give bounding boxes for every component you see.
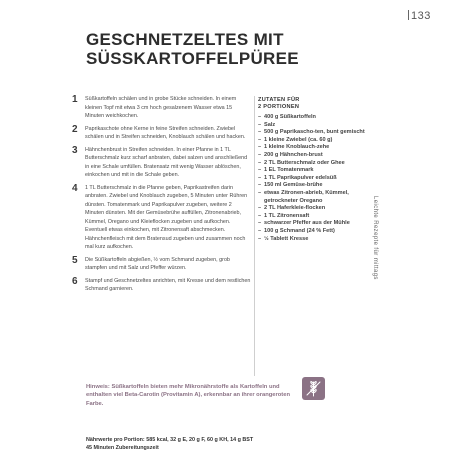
- ingredient-item: – schwarzer Pfeffer aus der Mühle: [258, 220, 368, 228]
- page-number-text: 133: [411, 10, 431, 22]
- instructions: [72, 95, 252, 298]
- ingredient-item: – 500 g Paprikascho-ten, bunt gemischt: [258, 129, 368, 137]
- ingredient-item: – 2 TL Butterschmalz oder Ghee: [258, 160, 368, 168]
- recipe-title: [86, 30, 386, 68]
- recipe-title-line-1: GESCHNETZELTES MIT: [86, 30, 284, 49]
- step-1: [72, 95, 252, 121]
- ingredient-item: – Salz: [258, 122, 368, 130]
- preparation-time: 45 Minuten Zubereitungszeit: [86, 444, 159, 451]
- nutrition-info: [86, 437, 346, 452]
- ingredient-item: – 150 ml Gemüse-brühe: [258, 182, 368, 190]
- step-text: 1 TL Butterschmalz in die Pfanne geben, Paprikastreifen darin anbraten. Zwiebel und Knoblauch zugeben, 5 Minuten unter Rühren dünsten. Tomatenmark und Paprikapulver zugeben, weitere 2 Minuten dünsten. Mit der Gemüsebrühe auffüllen, Zitronenabrieb, Kümmel, Oregano und Kleieflocken zugeben und aufkochen. Eventuell etwas einkochen, mit Zitronensaft abschmecken. Hähnchenfleisch mit dem Bratensud zugeben und zusammen noch mal kurz aufkochen.: [85, 184, 248, 250]
- step-number: 4: [72, 182, 78, 194]
- step-text: Hähnchenbrust in Streifen schneiden. In einer Pfanne in 1 TL Butterschmalz kurz scharf anbraten, dabei salzen und anschließend in eine Schale umfüllen. Bratensatz mit wenig Wasser ablöschen, einkochen und mit in die Schale geben.: [85, 146, 248, 178]
- wheat-crossed-icon: [302, 377, 325, 400]
- ingredient-item: – 1 EL Tomatenmark: [258, 167, 368, 175]
- ingredient-item: – 100 g Schmand (24 % Fett): [258, 228, 368, 236]
- step-number: 3: [72, 144, 78, 156]
- step-text: Die Süßkartoffeln abgießen, ½ vom Schmand zugeben, grob stampfen und mit Salz und Pfeffer würzen.: [85, 256, 230, 271]
- ingredients-panel: [258, 97, 368, 243]
- step-number: 5: [72, 254, 78, 266]
- ingredient-item: – 200 g Hähnchen-brust: [258, 152, 368, 160]
- step-number: 6: [72, 275, 78, 287]
- ingredient-item: – 2 TL Haferkleie-flocken: [258, 205, 368, 213]
- ingredient-item: – etwas Zitronen-abrieb, Kümmel, getrockneter Oregano: [258, 190, 368, 205]
- ingredients-heading-line-2: 2 PORTIONEN: [258, 104, 300, 110]
- ingredient-item: – 1 kleine Knoblauch-zehe: [258, 144, 368, 152]
- page-number: [408, 10, 431, 22]
- step-3: [72, 146, 252, 180]
- step-5: [72, 256, 252, 273]
- recipe-title-line-2: SÜSSKARTOFFELPÜREE: [86, 49, 299, 68]
- hint-text: Hinweis: Süßkartoffeln bieten mehr Mikronährstoffe als Kartoffeln und enthalten viel Beta-Carotin (Provitamin A), erkennbar an ihrer orangeroten Farbe.: [86, 384, 291, 407]
- step-6: [72, 277, 252, 294]
- nutrition-values: Nährwerte pro Portion: 585 kcal, 32 g E, 20 g F, 60 g KH, 14 g BST: [86, 437, 254, 443]
- step-text: Süßkartoffeln schälen und in grobe Stücke schneiden. In einem kleinen Topf mit etwa 3 cm hoch gesalzenem Wasser etwa 15 Minuten weichkochen.: [85, 96, 237, 119]
- step-number: 2: [72, 123, 78, 135]
- ingredient-item: – 1 TL Paprikapulver edelsüß: [258, 175, 368, 183]
- step-text: Stampf und Geschnetzeltes anrichten, mit Kresse und dem restlichen Schmand garnieren.: [85, 277, 251, 292]
- step-2: [72, 125, 252, 142]
- step-text: Paprikaschote ohne Kerne in feine Streifen schneiden. Zwiebel schälen und in Streifen schneiden, Knoblauch schälen und hacken.: [85, 125, 246, 140]
- ingredient-item: – ½ Tablett Kresse: [258, 236, 368, 244]
- step-number: 1: [72, 94, 78, 105]
- page-number-bar: [408, 10, 409, 20]
- ingredients-list: [258, 114, 368, 243]
- ingredients-heading-line-1: ZUTATEN FÜR: [258, 97, 300, 103]
- ingredient-item: – 1 TL Zitronensaft: [258, 213, 368, 221]
- gluten-free-icon: [302, 377, 325, 400]
- ingredients-heading: [258, 97, 368, 111]
- ingredients-divider: [254, 96, 255, 376]
- step-4: [72, 184, 252, 252]
- chapter-side-label: Leichte Rezepte für mittags: [372, 196, 378, 280]
- ingredient-item: – 400 g Süßkartoffeln: [258, 114, 368, 122]
- ingredient-item: – 1 kleine Zwiebel (ca. 60 g): [258, 137, 368, 145]
